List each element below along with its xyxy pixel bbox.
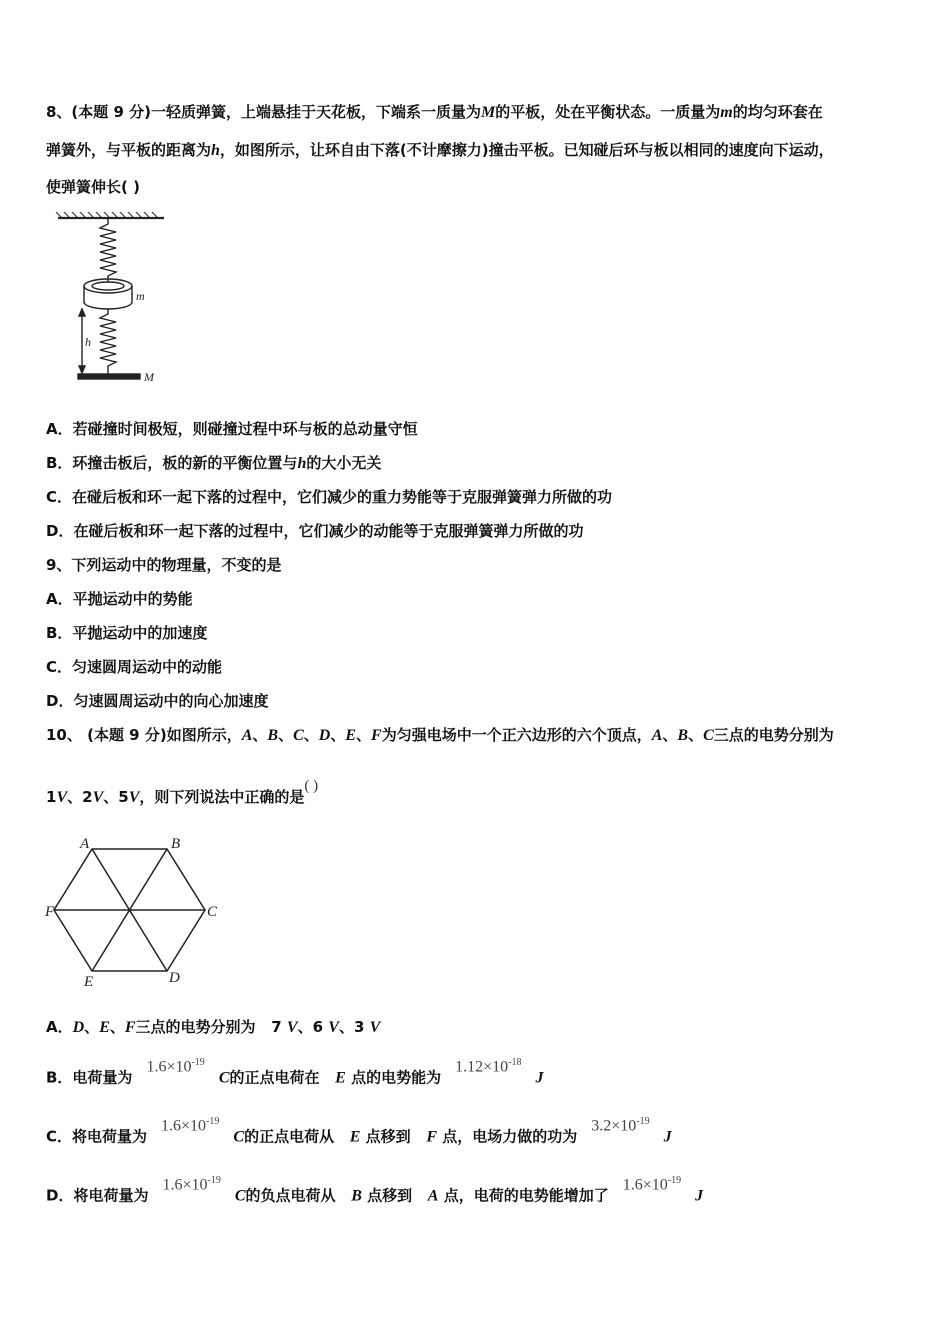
var-F: F xyxy=(124,1019,136,1036)
text: B．电荷量为 xyxy=(46,1068,133,1087)
vertex-label-d: D xyxy=(169,970,180,986)
text: 、 xyxy=(330,726,346,744)
q10-option-b xyxy=(46,1057,544,1088)
num-base: 1.6×10 xyxy=(622,1176,668,1194)
text: 点移到 xyxy=(367,1186,413,1205)
q9-option-c xyxy=(46,657,222,677)
work-value xyxy=(591,1112,649,1136)
vertex-label-a: A xyxy=(80,836,90,852)
text: 、 xyxy=(103,788,119,806)
text: A． xyxy=(46,1018,73,1036)
unit-V: V xyxy=(128,789,140,806)
text: 三点的电势分别为 xyxy=(135,1018,256,1036)
unit-J: J xyxy=(663,1128,672,1146)
text: 、 xyxy=(252,726,268,744)
label-M: M xyxy=(144,370,154,384)
q9-option-b xyxy=(46,623,207,643)
vertex-label-b: B xyxy=(171,836,181,852)
unit-V: V xyxy=(328,1019,339,1036)
num-base: 1.6×10 xyxy=(161,1117,207,1135)
charge-value xyxy=(161,1112,219,1136)
unit-J: J xyxy=(535,1069,544,1087)
var-F: F xyxy=(426,1128,438,1146)
unit-V: V xyxy=(286,1019,298,1036)
var-D: D xyxy=(72,1019,85,1036)
spring-figure xyxy=(52,210,172,385)
text: D．匀速圆周运动中的向心加速度 xyxy=(46,692,269,710)
text: 、 xyxy=(297,1018,313,1036)
text: 3 xyxy=(353,1018,365,1036)
unit-V: V xyxy=(369,1019,381,1036)
text: 10、 (本题 9 分)如图所示， xyxy=(46,726,242,744)
var-E: E xyxy=(99,1019,110,1036)
text: 、 xyxy=(67,788,83,806)
var-B: B xyxy=(351,1187,362,1205)
text: 点移到 xyxy=(365,1127,411,1146)
var-A: A xyxy=(241,727,253,744)
var-A: A xyxy=(427,1187,439,1205)
text: B．平抛运动中的加速度 xyxy=(46,624,208,642)
var-m: m xyxy=(720,104,733,121)
q10-option-d xyxy=(46,1175,704,1206)
num-base: 1.6×10 xyxy=(162,1176,208,1194)
text: D．将电荷量为 xyxy=(46,1186,149,1205)
q8-stem-line3 xyxy=(46,177,140,197)
num-exp: -18 xyxy=(508,1057,522,1068)
text: 点，电场力做的功为 xyxy=(442,1127,578,1146)
num-base: 1.6×10 xyxy=(146,1058,192,1076)
q8-option-c xyxy=(46,487,612,507)
text: 1 xyxy=(46,788,57,806)
q8-option-b xyxy=(46,453,381,474)
text: 点，电荷的电势能增加了 xyxy=(443,1186,609,1205)
text: 2 xyxy=(82,788,93,806)
energy-value xyxy=(623,1171,681,1195)
answer-paren: ( ) xyxy=(304,778,319,794)
text: 、 xyxy=(84,1018,100,1036)
var-C: C xyxy=(703,727,714,744)
vertex-label-f: F xyxy=(45,904,55,920)
unit-V: V xyxy=(56,789,68,806)
q8-option-d xyxy=(46,521,583,541)
text: A．平抛运动中的势能 xyxy=(46,590,193,608)
var-A: A xyxy=(651,727,663,744)
var-F: F xyxy=(371,727,382,744)
text: 、 xyxy=(662,726,678,744)
num-base: 3.2×10 xyxy=(591,1117,637,1135)
text: 、 xyxy=(338,1018,354,1036)
q9-option-d xyxy=(46,691,268,711)
energy-value xyxy=(455,1053,521,1077)
unit-V: V xyxy=(92,789,104,806)
text: 的负点电荷从 xyxy=(245,1186,336,1205)
var-B: B xyxy=(677,727,689,744)
q9-option-a xyxy=(46,589,193,609)
text: 的正点电荷在 xyxy=(229,1068,320,1087)
q10-option-c xyxy=(46,1116,672,1147)
text: 的大小无关 xyxy=(306,454,382,472)
hexagon-figure xyxy=(42,832,232,994)
vertex-label-e: E xyxy=(84,974,94,990)
text: ，如图所示，让环自由下落(不计摩擦力)撞击平板。已知碰后环与板以相同的速度向下运动， xyxy=(219,141,834,159)
text: 使弹簧伸长( ) xyxy=(46,178,140,196)
vertex-label-c: C xyxy=(207,904,218,920)
num-exp: -19 xyxy=(667,1175,682,1186)
text: 、 xyxy=(303,726,319,744)
num-exp: -19 xyxy=(191,1057,205,1068)
text: 、 xyxy=(278,726,294,744)
unit-C: C xyxy=(218,1069,230,1087)
text: 的平板，处在平衡状态。一质量为 xyxy=(495,103,721,121)
var-E: E xyxy=(335,1069,346,1087)
text: D．在碰后板和环一起下落的过程中，它们减少的动能等于克服弹簧弹力所做的功 xyxy=(46,522,584,540)
label-m: m xyxy=(136,289,145,303)
text: C．在碰后板和环一起下落的过程中，它们减少的重力势能等于克服弹簧弹力所做的功 xyxy=(46,488,613,506)
text: A．若碰撞时间极短，则碰撞过程中环与板的总动量守恒 xyxy=(46,420,418,438)
var-B: B xyxy=(267,727,279,744)
num-exp: -19 xyxy=(207,1175,221,1186)
var-C: C xyxy=(293,727,304,744)
q10-option-a xyxy=(46,1017,380,1038)
text: B．环撞击板后，板的新的平衡位置与 xyxy=(46,454,298,472)
text: ，则下列说法中正确的是 xyxy=(139,788,305,806)
q9-stem xyxy=(46,555,281,575)
var-h: h xyxy=(297,455,307,472)
q8-option-a xyxy=(46,419,418,439)
unit-J: J xyxy=(695,1187,704,1205)
var-E: E xyxy=(345,727,357,744)
unit-C: C xyxy=(233,1128,245,1146)
text: 的均匀环套在 xyxy=(732,103,823,121)
num-exp: -19 xyxy=(636,1116,650,1127)
num-exp: -19 xyxy=(206,1116,220,1127)
unit-C: C xyxy=(234,1187,246,1205)
text: 点的电势能为 xyxy=(351,1068,442,1087)
text: C．匀速圆周运动中的动能 xyxy=(46,658,223,676)
var-M: M xyxy=(481,104,496,121)
label-h: h xyxy=(85,335,91,349)
text: 、 xyxy=(356,726,372,744)
text: 三点的电势分别为 xyxy=(713,726,834,744)
text: 的正点电荷从 xyxy=(244,1127,335,1146)
text: 6 xyxy=(312,1018,324,1036)
q10-stem-line2 xyxy=(46,778,319,808)
text: 8、(本题 9 分)一轻质弹簧，上端悬挂于天花板，下端系一质量为 xyxy=(46,103,482,121)
text: 9、下列运动中的物理量，不变的是 xyxy=(46,556,282,574)
var-D: D xyxy=(318,727,331,744)
q8-stem-line2 xyxy=(46,140,834,161)
text: 、 xyxy=(109,1018,125,1036)
text: 为匀强电场中一个正六边形的六个顶点， xyxy=(381,726,652,744)
var-E: E xyxy=(349,1128,361,1146)
q8-stem-line1 xyxy=(46,102,823,123)
q10-stem-line1 xyxy=(46,725,834,746)
text: C．将电荷量为 xyxy=(46,1127,148,1146)
charge-value xyxy=(146,1053,204,1077)
charge-value xyxy=(162,1171,220,1195)
var-h: h xyxy=(211,142,220,159)
text: 5 xyxy=(118,788,129,806)
text: 7 xyxy=(271,1018,282,1036)
text: 、 xyxy=(688,726,704,744)
text: 弹簧外，与平板的距离为 xyxy=(46,141,212,159)
num-base: 1.12×10 xyxy=(455,1058,509,1076)
